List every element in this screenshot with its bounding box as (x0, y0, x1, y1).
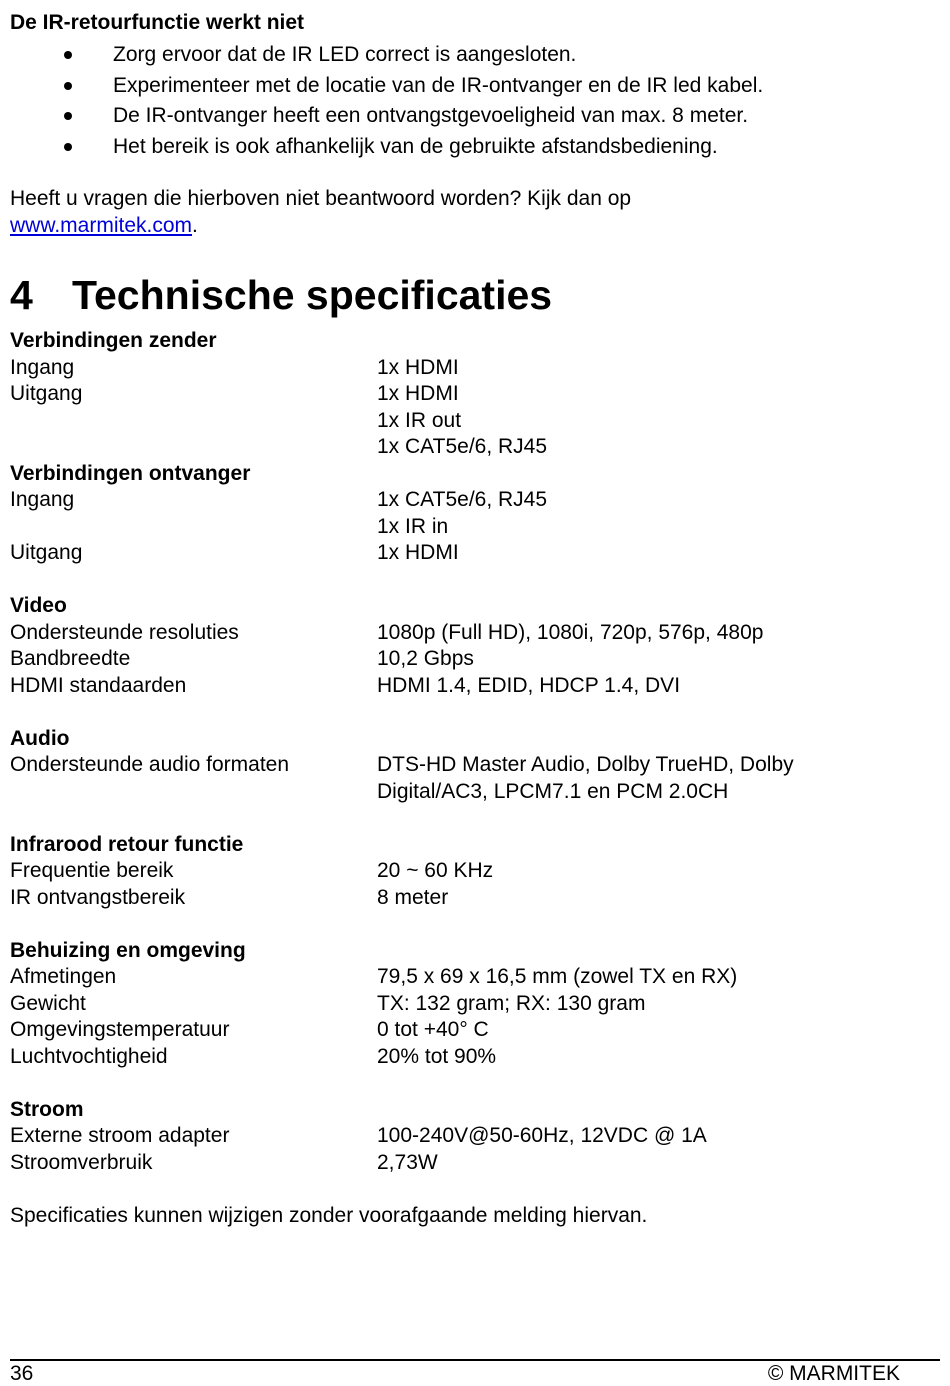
spec-value: 1080p (Full HD), 1080i, 720p, 576p, 480p (377, 620, 764, 644)
group-heading-infrarood: Infrarood retour functie (10, 832, 244, 856)
spec-value: 0 tot +40° C (377, 1018, 489, 1041)
spec-row (10, 752, 940, 805)
spec-value: HDMI 1.4, EDID, HDCP 1.4, DVI (377, 673, 681, 697)
spec-value: 1x HDMI (377, 355, 459, 379)
spec-row (10, 1150, 940, 1177)
spec-value: TX: 132 gram; RX: 130 gram (377, 991, 646, 1015)
spec-label: Bandbreedte (10, 647, 131, 670)
bullet-icon (64, 143, 72, 151)
group-heading-ontvanger: Verbindingen ontvanger (10, 461, 251, 485)
spec-label: Omgevingstemperatuur (10, 1018, 230, 1041)
website-link[interactable]: www.marmitek.com (10, 213, 193, 237)
spec-label: Uitgang (10, 541, 83, 564)
spec-row (10, 885, 940, 912)
spec-row (10, 858, 940, 885)
spec-row (10, 381, 940, 461)
spec-row (10, 646, 940, 673)
spec-label: Afmetingen (10, 965, 117, 988)
spec-label: Gewicht (10, 991, 86, 1015)
spec-value: 20 ~ 60 KHz (377, 859, 494, 882)
spec-value: 2,73W (377, 1150, 438, 1174)
bullet-icon (64, 112, 72, 120)
spec-label: Externe stroom adapter (10, 1124, 230, 1147)
group-heading-zender: Verbindingen zender (10, 329, 217, 352)
spec-label: Ingang (10, 488, 75, 511)
specs-table (10, 328, 940, 1176)
spec-value: 8 meter (377, 885, 449, 909)
list-item (10, 101, 763, 132)
spec-row (10, 1044, 940, 1071)
bullet-text: Experimenteer met de locatie van de IR-ontvanger en de IR led kabel. (113, 73, 764, 97)
spec-row (10, 964, 940, 991)
spec-label: Ondersteunde resoluties (10, 620, 239, 644)
bullet-text: De IR-ontvanger heeft een ontvangstgevoeligheid van max. 8 meter. (113, 104, 749, 128)
faq-text: Heeft u vragen die hierboven niet beantwoord worden? Kijk dan op (10, 187, 632, 210)
spec-row (10, 355, 940, 382)
spec-row (10, 1017, 940, 1044)
footer-divider (10, 1359, 940, 1361)
spec-row (10, 1123, 940, 1150)
spec-label: Ingang (10, 355, 75, 379)
group-heading-stroom: Stroom (10, 1097, 84, 1121)
list-item (10, 71, 763, 102)
spec-label: Luchtvochtigheid (10, 1044, 168, 1068)
disclaimer-note: Specificaties kunnen wijzigen zonder voorafgaande melding hiervan. (10, 1204, 648, 1227)
troubleshooting-title: De IR-retourfunctie werkt niet (10, 11, 305, 34)
list-item (10, 132, 763, 163)
bullet-text: Zorg ervoor dat de IR LED correct is aangesloten. (113, 43, 577, 66)
spec-value: 1x HDMI (377, 541, 459, 564)
group-heading-audio: Audio (10, 726, 70, 750)
spec-row (10, 991, 940, 1018)
section-heading: Technische specificaties (72, 272, 553, 318)
spec-value: DTS-HD Master Audio, Dolby TrueHD, Dolby Digital/AC3, LPCM7.1 en PCM 2.0CH (377, 753, 794, 803)
group-heading-video: Video (10, 594, 67, 617)
spec-value: 79,5 x 69 x 16,5 mm (zowel TX en RX) (377, 965, 738, 988)
spec-label: IR ontvangstbereik (10, 885, 186, 909)
spec-row (10, 487, 940, 540)
spec-label: Stroomverbruik (10, 1150, 153, 1174)
bullet-text: Het bereik is ook afhankelijk van de gebruikte afstandsbediening. (113, 135, 718, 159)
copyright: © MARMITEK (767, 1362, 900, 1385)
spec-row (10, 673, 940, 700)
section-title (10, 270, 552, 320)
spec-label: Uitgang (10, 382, 83, 405)
group-heading-behuizing: Behuizing en omgeving (10, 938, 246, 962)
spec-label: Frequentie bereik (10, 859, 174, 882)
bullet-icon (64, 51, 72, 59)
troubleshooting-list (10, 40, 763, 163)
spec-value: 10,2 Gbps (377, 647, 474, 670)
spec-row (10, 540, 940, 567)
section-number: 4 (10, 272, 33, 318)
faq-end: . (192, 213, 198, 237)
bullet-icon (64, 82, 72, 90)
page-number: 36 (10, 1362, 34, 1385)
list-item (10, 40, 763, 71)
spec-value: 1x CAT5e/6, RJ45 1x IR in (377, 488, 548, 538)
spec-value: 20% tot 90% (377, 1044, 497, 1068)
spec-label: HDMI standaarden (10, 673, 187, 697)
spec-value: 100-240V@50-60Hz, 12VDC @ 1A (377, 1124, 707, 1147)
spec-row (10, 620, 940, 647)
spec-label: Ondersteunde audio formaten (10, 753, 290, 776)
faq-paragraph (10, 186, 631, 239)
spec-value: 1x HDMI 1x IR out 1x CAT5e/6, RJ45 (377, 382, 548, 458)
